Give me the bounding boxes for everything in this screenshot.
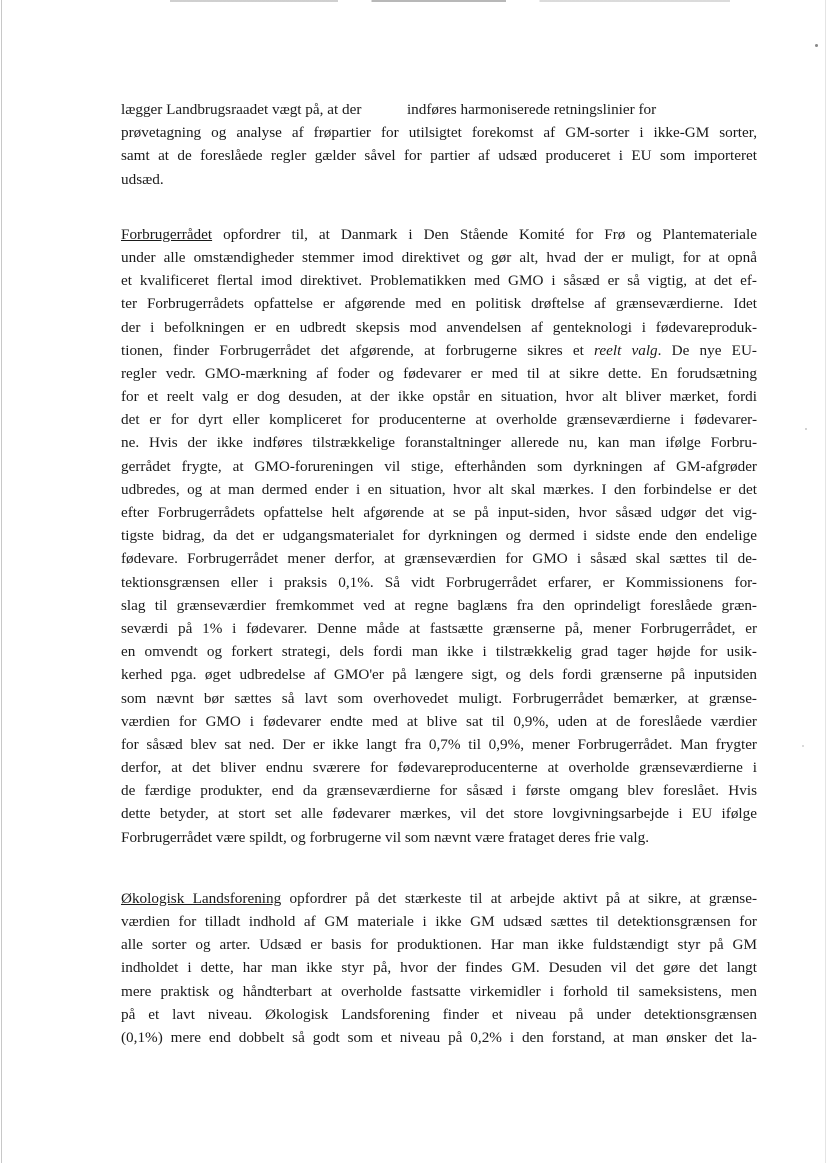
text-line: samt at de foreslåede regler gælder såvel for partier af udsæd produceret i EU som importeret bbox=[121, 147, 757, 165]
text-line: for såsæd blev sat ned. Der er ikke langt fra 0,7% til 0,9%, mener Forbrugerrådet. Man frygter bbox=[121, 735, 757, 753]
text-line: værdien for tilladt indhold af GM materiale i ikke GM udsæd sættes til detektionsgrænsen for bbox=[121, 913, 757, 930]
text-run: tionen, finder Forbrugerrådet det afgørende, at forbrugerne sikres et bbox=[121, 341, 595, 359]
text-line: fødevare. Forbrugerrådet mener derfor, at grænseværdien for GMO i såsæd skal sættes til de- bbox=[121, 550, 757, 568]
text-line: efter Forbrugerrådets opfattelse helt afgørende at se på input-siden, hvor såsæd udgør det vig- bbox=[121, 504, 757, 521]
text-line: for et reelt valg er dog desuden, at der ikke opstår en situation, hvor alt bliver mærket, fordi bbox=[121, 388, 757, 406]
text-line: som nævnt bør sættes så lavt som overhovedet muligt. Forbrugerrådet bemærker, at grænse- bbox=[121, 689, 757, 707]
text-line: ter Forbrugerrådets opfattelse er afgørende med en politisk drøftelse af grænseværdierne. Idet bbox=[121, 295, 757, 313]
text-line: ne. Hvis der ikke indføres tilstrækkelige foranstaltninger allerede nu, kan man ifølge Forbru- bbox=[121, 434, 757, 452]
text-line bbox=[121, 223, 757, 246]
text-line: seværdi på 1% i fødevarer. Denne måde at fastsætte grænserne på, mener Forbrugerrådet, er bbox=[121, 619, 757, 637]
text-line: derfor, at det bliver endnu sværere for fødevareproducenterne at overholde grænseværdierne i bbox=[121, 759, 757, 777]
text-run: . De nye EU- bbox=[657, 341, 757, 359]
document-page bbox=[121, 98, 757, 1049]
scan-left-edge bbox=[1, 0, 2, 1163]
text-line: (0,1%) mere end dobbelt så godt som et niveau på 0,2% i den forstand, at man ønsker det la- bbox=[121, 1028, 757, 1046]
scan-right-edge bbox=[825, 0, 826, 1163]
text-run: opfordrer til, at Danmark i Den Stående Komité for Frø og Plantemateriale bbox=[212, 225, 757, 243]
text-line: indholdet i dette, har man ikke styr på, hvor der findes GM. Desuden vil det gøre det langt bbox=[121, 959, 757, 977]
scan-speck bbox=[805, 428, 807, 430]
text-line: Forbrugerrådet være spildt, og forbrugerne vil som nævnt være frataget deres frie valg. bbox=[121, 828, 650, 846]
scan-speck bbox=[802, 745, 804, 747]
text-line: kerhed pga. øget udbredelse af GMO'er på længere sigt, og dels fordi grænserne på inputsiden bbox=[121, 666, 757, 684]
text-line: udsæd. bbox=[121, 170, 164, 188]
text-run: opfordrer på det stærkeste til at arbejde aktivt på at sikre, at grænse- bbox=[281, 889, 757, 907]
paragraph-forbrugerraadet bbox=[121, 223, 757, 849]
text-line: slag til grænseværdier fremkommet ved at regne baglæns fra den oprindeligt foreslåede græn- bbox=[121, 596, 757, 614]
paragraph-landbrugsraadet bbox=[121, 98, 757, 191]
text-line: værdien for GMO i fødevarer endte med at blive sat til 0,9%, uden at de foreslåede værdier bbox=[121, 712, 757, 730]
scan-speck bbox=[815, 44, 818, 47]
text-line: udbredes, og at man dermed ender i en situation, hvor alt skal mærkes. I den forbindelse er det bbox=[121, 480, 757, 498]
text-line: tigste bidrag, da det er udgangsmaterialet for dyrkningen og dermed i sidste ende den endelige bbox=[121, 527, 757, 545]
text-line: et kvalificeret flertal imod direktivet. Problematikken med GMO i såsæd er så vigtig, at det ef- bbox=[121, 272, 757, 290]
text-line: de færdige produkter, end da grænseværdierne for såsæd i første omgang blev foreslået. Hvis bbox=[121, 782, 757, 800]
org-name-oekologisk-landsforening: Økologisk Landsforening bbox=[121, 889, 282, 907]
text-line: regler vedr. GMO-mærkning af foder og fødevarer er med til at sikre dette. En forudsætning bbox=[121, 364, 757, 382]
text-line: tektionsgrænsen eller i praksis 0,1%. Så vidt Forbrugerrådet erfarer, er Kommissionens for- bbox=[121, 573, 757, 591]
text-line: gerrådet frygte, at GMO-forureningen vil stige, efterhånden som dyrkningen af GM-afgrøder bbox=[121, 457, 757, 475]
text-line: lægger Landbrugsraadet vægt på, at der indføres harmoniserede retningslinier for bbox=[121, 101, 657, 118]
scan-top-edge bbox=[170, 0, 730, 2]
text-line: alle sorter og arter. Udsæd er basis for produktionen. Har man ikke fuldstændigt styr på GM bbox=[121, 936, 757, 954]
text-line: prøvetagning og analyse af frøpartier for utilsigtet forekomst af GM-sorter i ikke-GM sorter, bbox=[121, 124, 757, 142]
emphasis-text: reelt valg bbox=[594, 341, 658, 359]
text-line: der i befolkningen er en udbredt skepsis mod anvendelsen af genteknologi i fødevareproduk- bbox=[121, 318, 757, 336]
text-line: på et lavt niveau. Økologisk Landsforening finder et niveau på under detektionsgrænsen bbox=[121, 1005, 757, 1023]
text-line bbox=[121, 887, 757, 910]
text-line: det er for dyrt eller kompliceret for producenterne at overholde grænseværdierne i fødevarer- bbox=[121, 411, 757, 429]
text-line: under alle omstændigheder stemmer imod direktivet og gør alt, hvad der er muligt, for at opnå bbox=[121, 248, 757, 266]
text-line: en omvendt og forkert strategi, dels fordi man ikke i tilstrækkelig grad tager højde for usik- bbox=[121, 643, 757, 661]
text-line bbox=[121, 339, 757, 362]
paragraph-oekologisk-landsforening bbox=[121, 887, 757, 1049]
text-line: mere praktisk og håndterbart at overholde fastsatte virkemidler i forhold til sameksistens, men bbox=[121, 982, 757, 1000]
text-line: dette betyder, at stort set alle fødevarer mærkes, vil det store lovgivningsarbejde i EU ifølge bbox=[121, 805, 757, 823]
org-name-forbrugerraadet: Forbrugerrådet bbox=[121, 225, 213, 243]
